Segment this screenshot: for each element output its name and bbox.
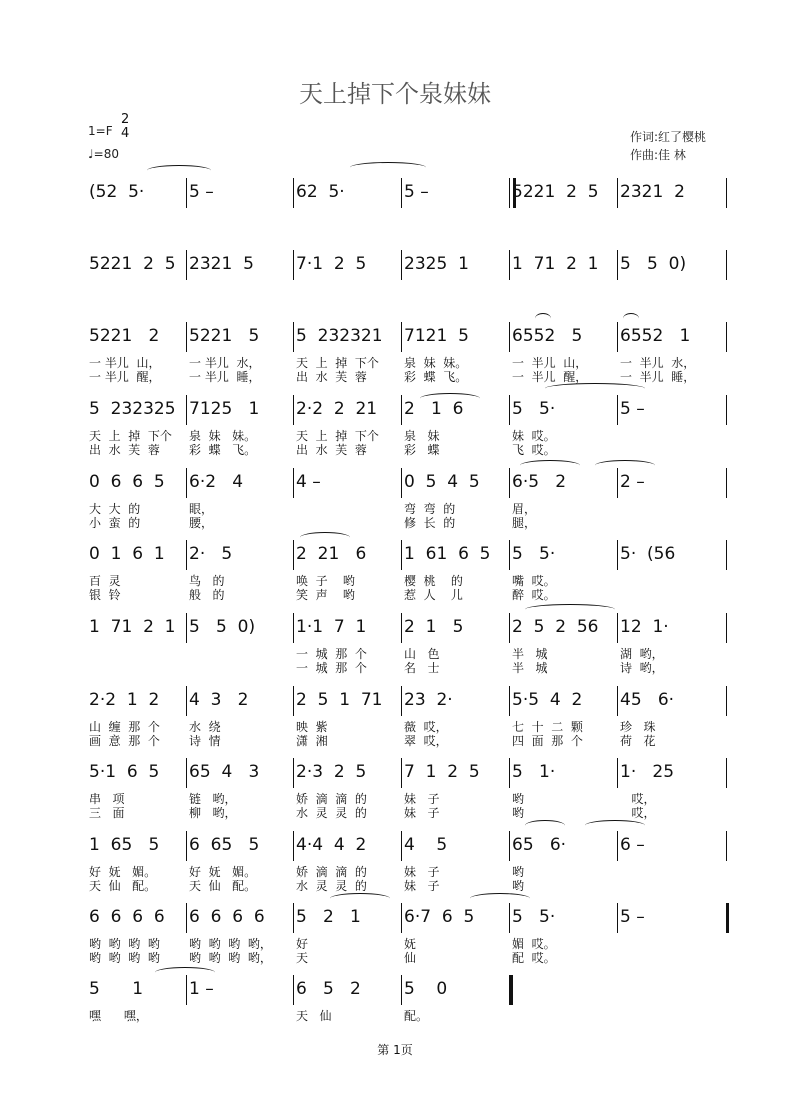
measure-notes: 1·1 7 1 xyxy=(296,617,367,637)
measure-notes: 5 5 0) xyxy=(620,254,687,274)
measure-notes: 23 2· xyxy=(404,690,453,710)
barline xyxy=(509,686,510,716)
measure-notes: 2325 1 xyxy=(404,254,469,274)
measure-notes: 5 5· xyxy=(512,907,556,927)
measure-notes: 2 1 5 xyxy=(404,617,464,637)
measure-notes: 0 5 4 5 xyxy=(404,472,480,492)
slur-arc xyxy=(300,532,350,543)
lyric-verse-1: 泉 妹 妹。 xyxy=(404,356,468,370)
barline xyxy=(186,613,187,643)
measure-notes: 6552 5 xyxy=(512,326,583,346)
measure-notes: 6·5 2 xyxy=(512,472,567,492)
barline xyxy=(509,468,510,498)
measure-notes: 5 5 0) xyxy=(189,617,256,637)
barline xyxy=(186,540,187,570)
barline xyxy=(401,686,402,716)
lyric-verse-2: 一 半儿 醒， xyxy=(89,370,161,384)
barline xyxy=(293,758,294,788)
lyric-verse-1: 映 紫 xyxy=(296,720,328,734)
lyric-verse-2: 腿， xyxy=(512,516,537,530)
lyric-verse-1: 湖 哟， xyxy=(620,647,664,661)
lyric-verse-1: 眉， xyxy=(512,502,537,516)
barline xyxy=(186,322,187,352)
barline xyxy=(293,468,294,498)
barline xyxy=(509,758,510,788)
measure-notes: 6·7 6 5 xyxy=(404,907,475,927)
barline xyxy=(401,975,402,1005)
measure-notes: 62 5· xyxy=(296,182,345,202)
lyric-verse-1: 哟 xyxy=(512,865,525,879)
measure-notes: 2321 2 xyxy=(620,182,685,202)
lyric-verse-2: 水 灵 灵 的 xyxy=(296,806,367,820)
measure-notes: 5· (56 xyxy=(620,544,676,564)
barline xyxy=(293,250,294,280)
lyric-verse-2: 彩 蝶 飞。 xyxy=(404,370,468,384)
measure-notes: 6·2 4 xyxy=(189,472,244,492)
slur-arc xyxy=(535,313,551,324)
barline xyxy=(509,903,510,933)
lyric-verse-1: 天 上 掉 下个 xyxy=(89,429,172,443)
barline xyxy=(617,178,618,208)
barline xyxy=(726,686,727,716)
lyric-verse-2: 般 的 xyxy=(189,588,225,602)
lyric-verse-2: 荷 花 xyxy=(620,734,656,748)
measure-notes: 6 6 6 6 xyxy=(189,907,265,927)
lyric-verse-1: 一 城 那 个 xyxy=(296,647,367,661)
lyric-verse-1: 娇 滴 滴 的 xyxy=(296,792,367,806)
barline xyxy=(509,395,510,425)
measure-notes: 2·2 2 21 xyxy=(296,399,378,419)
measure-notes: 6 6 6 6 xyxy=(89,907,165,927)
lyric-verse-1: 七 十 二 颗 xyxy=(512,720,583,734)
time-signature-bottom: 4 xyxy=(121,126,130,141)
slur-arc xyxy=(330,893,390,904)
barline xyxy=(401,250,402,280)
lyric-verse-1: 链 哟， xyxy=(189,792,237,806)
lyric-verse-1: 水 绕 xyxy=(189,720,221,734)
lyric-verse-2: 诗 哟， xyxy=(620,661,664,675)
lyric-verse-1: 嘴 哎。 xyxy=(512,574,556,588)
measure-notes: 7125 1 xyxy=(189,399,260,419)
lyric-verse-1: 哟 xyxy=(512,792,525,806)
barline xyxy=(726,178,727,208)
slur-arc xyxy=(525,820,565,831)
time-signature-top: 2 xyxy=(121,112,130,127)
slur-arc xyxy=(623,313,639,324)
lyric-verse-1: 泉 妹 妹。 xyxy=(189,429,257,443)
composer-credit: 作曲:佳 林 xyxy=(630,148,686,162)
lyric-verse-2: 柳 哟， xyxy=(189,806,237,820)
barline xyxy=(617,758,618,788)
lyric-verse-2: 银 铃 xyxy=(89,588,121,602)
measure-notes: 1 61 6 5 xyxy=(404,544,491,564)
barline xyxy=(509,178,510,208)
lyric-verse-1: 好 妩 媚。 xyxy=(189,865,257,879)
barline xyxy=(186,831,187,861)
measure-notes: 65 4 3 xyxy=(189,762,260,782)
measure-notes: 5 – xyxy=(404,182,429,202)
lyric-verse-2: 妹 子 xyxy=(404,806,440,820)
barline xyxy=(293,395,294,425)
lyric-verse-2: 名 士 xyxy=(404,661,440,675)
measure-notes: 5 232321 xyxy=(296,326,383,346)
barline xyxy=(617,322,618,352)
barline xyxy=(293,613,294,643)
barline xyxy=(617,250,618,280)
measure-notes: 6 65 5 xyxy=(189,835,260,855)
barline xyxy=(617,540,618,570)
lyric-verse-2: 腰， xyxy=(189,516,214,530)
lyric-verse-1: 天 上 掉 下个 xyxy=(296,356,379,370)
barline xyxy=(401,178,402,208)
lyric-verse-1: 妹 子 xyxy=(404,792,440,806)
lyric-verse-2: 彩 蝶 xyxy=(404,443,440,457)
measure-notes: (52 5· xyxy=(89,182,145,202)
measure-notes: 1 65 5 xyxy=(89,835,160,855)
measure-notes: 7121 5 xyxy=(404,326,469,346)
measure-notes: 1 – xyxy=(189,979,214,999)
measure-notes: 6552 1 xyxy=(620,326,691,346)
repeat-end-barline xyxy=(726,903,729,933)
measure-notes: 2·3 2 5 xyxy=(296,762,367,782)
lyric-verse-1: 樱 桃 的 xyxy=(404,574,463,588)
slur-arc xyxy=(595,460,655,471)
measure-notes: 5·1 6 5 xyxy=(89,762,160,782)
measure-notes: 1 71 2 1 xyxy=(512,254,599,274)
lyric-verse-1: 一 半儿 山， xyxy=(512,356,588,370)
barline xyxy=(401,468,402,498)
measure-notes: 5221 5 xyxy=(189,326,260,346)
page-number: 第 1页 xyxy=(377,1043,413,1057)
measure-notes: 5221 2 5 xyxy=(512,182,599,202)
barline xyxy=(401,831,402,861)
measure-notes: 5 2 1 xyxy=(296,907,361,927)
lyric-verse-1: 一 半儿 水， xyxy=(189,356,261,370)
lyric-verse-2: 配 哎。 xyxy=(512,951,556,965)
lyric-verse-2: 妹 子 xyxy=(404,879,440,893)
slur-arc xyxy=(147,165,211,176)
lyric-verse-2: 天 xyxy=(296,951,309,965)
lyric-verse-2: 哟 哟 哟 哟， xyxy=(189,951,272,965)
measure-notes: 5 1 xyxy=(89,979,144,999)
lyric-verse-1: 天 仙 xyxy=(296,1009,332,1023)
lyric-verse-2: 水 灵 灵 的 xyxy=(296,879,367,893)
lyric-verse-2: 小 蛮 的 xyxy=(89,516,141,530)
barline xyxy=(401,395,402,425)
lyric-verse-1: 一 半儿 水， xyxy=(620,356,696,370)
measure-notes: 6 5 2 xyxy=(296,979,361,999)
measure-notes: 2 21 6 xyxy=(296,544,367,564)
barline xyxy=(186,468,187,498)
barline xyxy=(726,322,727,352)
slur-arc xyxy=(520,460,580,471)
measure-notes: 4 5 xyxy=(404,835,448,855)
barline xyxy=(293,975,294,1005)
lyric-verse-1: 山 色 xyxy=(404,647,440,661)
slur-arc xyxy=(470,893,530,904)
measure-notes: 5221 2 5 xyxy=(89,254,176,274)
lyric-verse-2: 画 意 那 个 xyxy=(89,734,160,748)
barline xyxy=(617,831,618,861)
slur-arc xyxy=(525,604,615,615)
lyric-verse-2: 哟 哟 哟 哟 xyxy=(89,951,160,965)
measure-notes: 4 – xyxy=(296,472,321,492)
barline xyxy=(186,686,187,716)
lyric-verse-1: 配。 xyxy=(404,1009,429,1023)
lyric-verse-2: 半 城 xyxy=(512,661,548,675)
barline xyxy=(617,903,618,933)
barline xyxy=(293,903,294,933)
lyric-verse-1: 串 项 xyxy=(89,792,125,806)
barline xyxy=(726,250,727,280)
lyric-verse-2: 仙 xyxy=(404,951,417,965)
lyric-verse-1: 娇 滴 滴 的 xyxy=(296,865,367,879)
barline xyxy=(509,322,510,352)
lyric-verse-1: 弯 弯 的 xyxy=(404,502,456,516)
lyric-verse-2: 笑 声 哟 xyxy=(296,588,355,602)
measure-notes: 45 6· xyxy=(620,690,675,710)
lyric-verse-2: 醉 哎。 xyxy=(512,588,556,602)
slur-arc xyxy=(350,162,426,173)
barline xyxy=(726,613,727,643)
measure-notes: 2 – xyxy=(620,472,645,492)
lyric-verse-1: 嘿 嘿， xyxy=(89,1009,148,1023)
lyric-verse-2: 出 水 芙 蓉 xyxy=(89,443,160,457)
lyric-verse-2: 出 水 芙 蓉 xyxy=(296,370,367,384)
barline xyxy=(509,540,510,570)
lyric-verse-1: 大 大 的 xyxy=(89,502,141,516)
lyric-verse-1: 哟 哟 哟 哟 xyxy=(89,937,160,951)
barline xyxy=(186,758,187,788)
measure-notes: 2· 5 xyxy=(189,544,233,564)
lyric-verse-1: 哎， xyxy=(620,792,656,806)
barline xyxy=(401,903,402,933)
measure-notes: 5 – xyxy=(189,182,214,202)
lyric-verse-1: 妩 xyxy=(404,937,417,951)
lyric-verse-2: 诗 情 xyxy=(189,734,221,748)
lyric-verse-1: 唤 子 哟 xyxy=(296,574,355,588)
slur-arc xyxy=(420,393,480,404)
lyric-verse-2: 一 半儿 睡， xyxy=(189,370,261,384)
lyric-verse-2: 三 面 xyxy=(89,806,125,820)
barline xyxy=(726,540,727,570)
lyric-verse-1: 泉 妹 xyxy=(404,429,440,443)
lyric-verse-1: 天 上 掉 下个 xyxy=(296,429,379,443)
measure-notes: 6 – xyxy=(620,835,645,855)
lyric-verse-1: 半 城 xyxy=(512,647,548,661)
song-title: 天上掉下个泉妹妹 xyxy=(299,80,491,108)
slur-arc xyxy=(545,383,645,394)
measure-notes: 65 6· xyxy=(512,835,567,855)
lyric-verse-2: 哎， xyxy=(620,806,656,820)
lyric-verse-2: 惹 人 儿 xyxy=(404,588,463,602)
barline xyxy=(186,250,187,280)
measure-notes: 2 1 6 xyxy=(404,399,464,419)
measure-notes: 1 71 2 1 xyxy=(89,617,176,637)
barline xyxy=(509,250,510,280)
slur-arc xyxy=(155,967,215,978)
barline xyxy=(617,613,618,643)
measure-notes: 0 1 6 1 xyxy=(89,544,165,564)
lyric-verse-1: 媚 哎。 xyxy=(512,937,556,951)
lyric-verse-1: 珍 珠 xyxy=(620,720,656,734)
measure-notes: 5·5 4 2 xyxy=(512,690,583,710)
barline xyxy=(401,613,402,643)
key-signature: 1=F xyxy=(88,124,113,138)
measure-notes: 1· 25 xyxy=(620,762,675,782)
slur-arc xyxy=(585,820,645,831)
lyric-verse-2: 飞 哎。 xyxy=(512,443,556,457)
barline xyxy=(401,758,402,788)
barline xyxy=(293,322,294,352)
lyric-verse-2: 潇 湘 xyxy=(296,734,328,748)
measure-notes: 7 1 2 5 xyxy=(404,762,480,782)
barline xyxy=(293,831,294,861)
barline xyxy=(726,395,727,425)
measure-notes: 4 3 2 xyxy=(189,690,249,710)
measure-notes: 5 5· xyxy=(512,544,556,564)
barline xyxy=(293,178,294,208)
lyric-verse-2: 天 仙 配。 xyxy=(189,879,257,893)
lyric-verse-2: 天 仙 配。 xyxy=(89,879,157,893)
lyric-verse-2: 翠 哎， xyxy=(404,734,448,748)
barline xyxy=(401,322,402,352)
lyric-verse-1: 眼， xyxy=(189,502,214,516)
measure-notes: 5 – xyxy=(620,907,645,927)
barline xyxy=(617,686,618,716)
measure-notes: 5 0 xyxy=(404,979,448,999)
lyric-verse-2: 一 半儿 醒， xyxy=(512,370,588,384)
measure-notes: 5 – xyxy=(620,399,645,419)
measure-notes: 12 1· xyxy=(620,617,669,637)
barline xyxy=(293,686,294,716)
measure-notes: 5 5· xyxy=(512,399,556,419)
time-signature xyxy=(121,113,129,141)
barline xyxy=(186,178,187,208)
measure-notes: 2321 5 xyxy=(189,254,254,274)
lyric-verse-2: 四 面 那 个 xyxy=(512,734,583,748)
measure-notes: 5221 2 xyxy=(89,326,160,346)
lyric-verse-2: 修 长 的 xyxy=(404,516,456,530)
lyric-verse-2: 一 半儿 睡， xyxy=(620,370,696,384)
lyric-verse-1: 好 妩 媚。 xyxy=(89,865,157,879)
lyric-verse-2: 出 水 芙 蓉 xyxy=(296,443,367,457)
lyric-verse-1: 百 灵 xyxy=(89,574,121,588)
lyric-verse-2: 哟 xyxy=(512,806,525,820)
measure-notes: 2 5 2 56 xyxy=(512,617,599,637)
lyric-verse-2: 哟 xyxy=(512,879,525,893)
final-barline xyxy=(510,975,513,1005)
lyric-verse-1: 薇 哎， xyxy=(404,720,448,734)
measure-notes: 2 5 1 71 xyxy=(296,690,383,710)
measure-notes: 7·1 2 5 xyxy=(296,254,367,274)
lyricist-credit: 作词:红了樱桃 xyxy=(630,130,707,144)
lyric-verse-1: 一 半儿 山， xyxy=(89,356,161,370)
barline xyxy=(509,613,510,643)
measure-notes: 0 6 6 5 xyxy=(89,472,165,492)
measure-notes: 5 232325 xyxy=(89,399,176,419)
lyric-verse-1: 山 缠 那 个 xyxy=(89,720,160,734)
tempo-marking: ♩=80 xyxy=(88,147,119,161)
barline xyxy=(617,395,618,425)
barline xyxy=(186,975,187,1005)
barline xyxy=(186,395,187,425)
lyric-verse-1: 妹 子 xyxy=(404,865,440,879)
barline xyxy=(617,468,618,498)
lyric-verse-1: 哟 哟 哟 哟， xyxy=(189,937,272,951)
barline xyxy=(401,540,402,570)
lyric-verse-1: 好 xyxy=(296,937,309,951)
measure-notes: 2·2 1 2 xyxy=(89,690,160,710)
barline xyxy=(726,831,727,861)
barline xyxy=(726,758,727,788)
lyric-verse-2: 彩 蝶 飞。 xyxy=(189,443,257,457)
barline xyxy=(509,831,510,861)
lyric-verse-1: 鸟 的 xyxy=(189,574,225,588)
barline xyxy=(726,468,727,498)
barline xyxy=(293,540,294,570)
barline xyxy=(186,903,187,933)
measure-notes: 4·4 4 2 xyxy=(296,835,367,855)
lyric-verse-2: 一 城 那 个 xyxy=(296,661,367,675)
measure-notes: 5 1· xyxy=(512,762,556,782)
lyric-verse-1: 妹 哎。 xyxy=(512,429,556,443)
